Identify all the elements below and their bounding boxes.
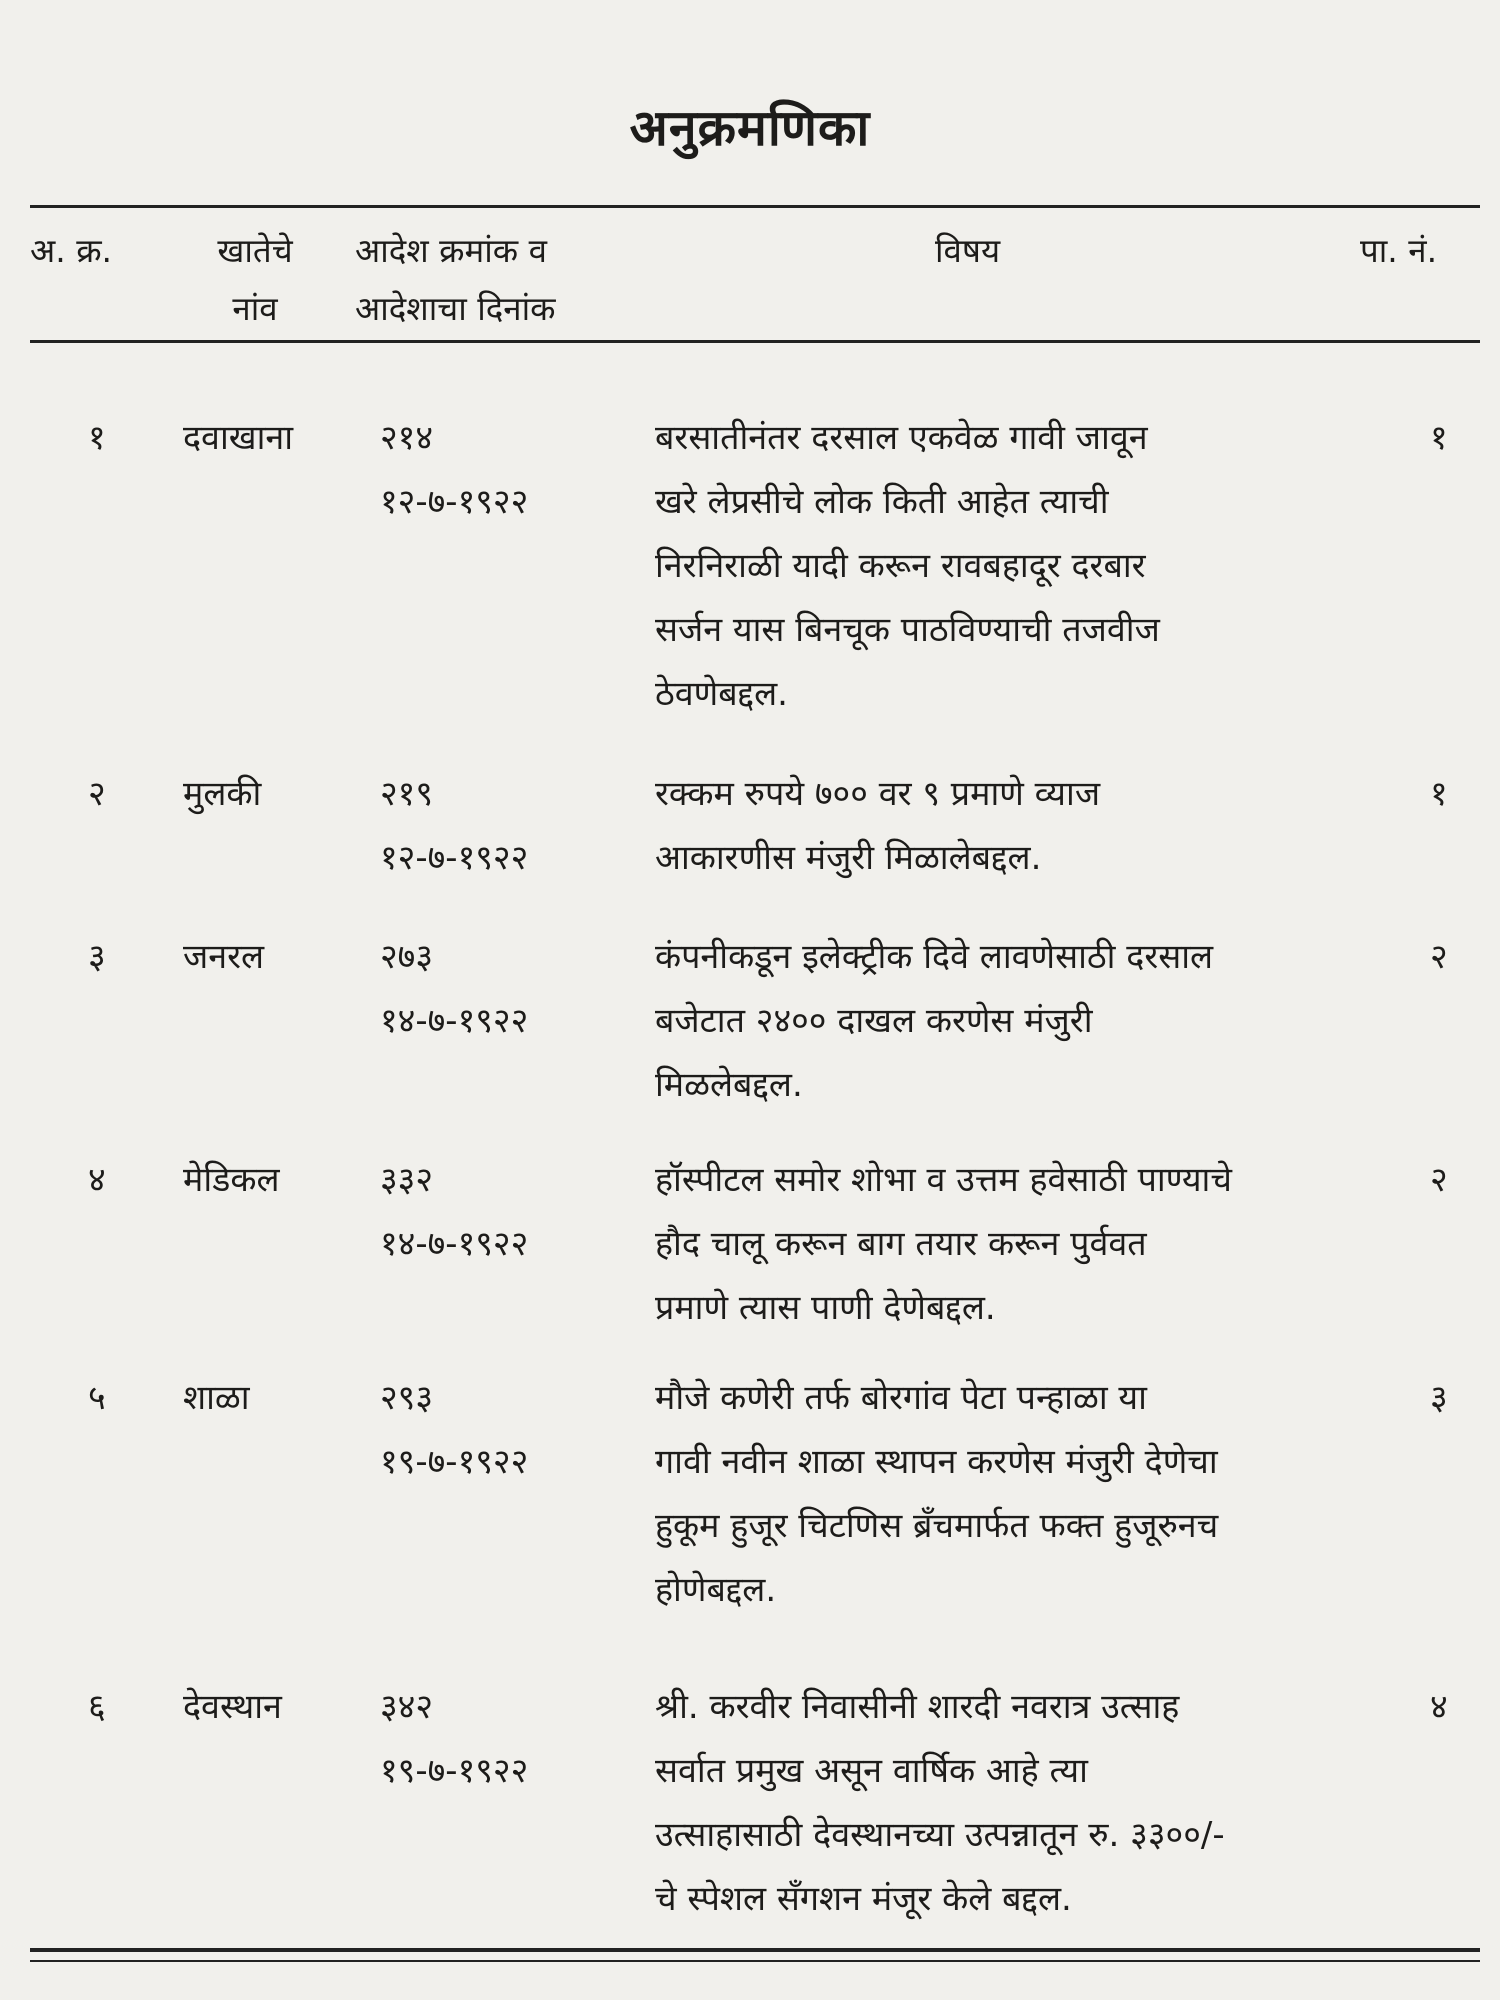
header-department-line1: खातेचे <box>217 231 293 270</box>
subject-line: होणेबद्दल. <box>655 1570 777 1610</box>
row-sr-no: ५ <box>88 1378 106 1418</box>
subject-line: चे स्पेशल सँगशन मंजूर केले बद्दल. <box>655 1879 1072 1919</box>
row-order-number: २१९ <box>380 774 434 814</box>
row-sr-no: ६ <box>88 1687 106 1727</box>
subject-line: आकारणीस मंजुरी मिळालेबद्दल. <box>655 838 1042 878</box>
row-order-date: १४-७-१९२२ <box>380 1224 529 1264</box>
row-page-no: १ <box>1430 418 1448 458</box>
row-page-no: ४ <box>1430 1687 1448 1727</box>
subject-line: मौजे कणेरी तर्फ बोरगांव पेटा पन्हाळा या <box>655 1378 1147 1418</box>
page-title: अनुक्रमणिका <box>629 99 871 157</box>
subject-line: कंपनीकडून इलेक्ट्रीक दिवे लावणेसाठी दरसाल <box>655 937 1214 977</box>
row-page-no: ३ <box>1430 1378 1448 1418</box>
subject-line: बरसातीनंतर दरसाल एकवेळ गावी जावून <box>655 418 1148 458</box>
row-department: जनरल <box>183 937 265 977</box>
row-order-number: २७३ <box>380 937 434 977</box>
subject-line: सर्जन यास बिनचूक पाठविण्याची तजवीज <box>655 610 1160 650</box>
subject-line: मिळलेबद्दल. <box>655 1065 803 1105</box>
row-page-no: १ <box>1430 774 1448 814</box>
subject-line: हॉस्पीटल समोर शोभा व उत्तम हवेसाठी पाण्याचे <box>655 1160 1232 1200</box>
row-order-date: १२-७-१९२२ <box>380 838 529 878</box>
row-department: शाळा <box>183 1378 250 1418</box>
subject-line: प्रमाणे त्यास पाणी देणेबद्दल. <box>655 1288 996 1328</box>
subject-line: उत्साहासाठी देवस्थानच्या उत्पन्नातून रु. ३३००/- <box>655 1815 1225 1855</box>
row-subject <box>655 1675 1340 1931</box>
row-order-date: १२-७-१९२२ <box>380 482 529 522</box>
row-subject <box>655 406 1340 726</box>
subject-line: सर्वात प्रमुख असून वार्षिक आहे त्या <box>655 1751 1088 1791</box>
header-department-line2: नांव <box>232 289 278 328</box>
row-department: देवस्थान <box>183 1687 282 1727</box>
row-subject <box>655 762 1340 890</box>
subject-line: रक्कम रुपये ७०० वर ९ प्रमाणे व्याज <box>655 774 1101 814</box>
row-order-date: १९-७-१९२२ <box>380 1751 529 1791</box>
row-department: दवाखाना <box>183 418 294 458</box>
header-page-no: पा. नं. <box>1360 231 1438 270</box>
footer-rule <box>30 1948 1480 1952</box>
row-sr-no: ४ <box>88 1160 106 1200</box>
subject-line: ठेवणेबद्दल. <box>655 674 788 714</box>
row-page-no: २ <box>1430 937 1448 977</box>
row-order-date: १४-७-१९२२ <box>380 1001 529 1041</box>
footer-rule-thin <box>30 1960 1480 1962</box>
header-order-line1: आदेश क्रमांक व <box>355 231 547 270</box>
row-order-number: २१४ <box>380 418 434 458</box>
subject-line: बजेटात २४०० दाखल करणेस मंजुरी <box>655 1001 1093 1041</box>
row-sr-no: २ <box>88 774 106 814</box>
row-order-number: ३३२ <box>380 1160 434 1200</box>
row-order-date: १९-७-१९२२ <box>380 1442 529 1482</box>
subject-line: गावी नवीन शाळा स्थापन करणेस मंजुरी देणेचा <box>655 1442 1218 1482</box>
row-order-number: २९३ <box>380 1378 434 1418</box>
header-sr-no: अ. क्र. <box>30 231 113 270</box>
header-top-rule <box>30 205 1480 208</box>
row-subject <box>655 925 1340 1117</box>
header-bottom-rule <box>30 340 1480 343</box>
subject-line: हौद चालू करून बाग तयार करून पुर्ववत <box>655 1224 1147 1264</box>
row-order-number: ३४२ <box>380 1687 434 1727</box>
subject-line: निरनिराळी यादी करून रावबहादूर दरबार <box>655 546 1146 586</box>
header-order-line2: आदेशाचा दिनांक <box>355 289 556 328</box>
row-subject <box>655 1366 1340 1622</box>
row-page-no: २ <box>1430 1160 1448 1200</box>
row-sr-no: १ <box>88 418 106 458</box>
row-sr-no: ३ <box>88 937 106 977</box>
header-subject: विषय <box>935 231 1001 270</box>
row-subject <box>655 1148 1340 1340</box>
subject-line: हुकूम हुजूर चिटणिस ब्रँचमार्फत फक्त हुजूरुनच <box>655 1506 1219 1546</box>
row-department: मुलकी <box>183 774 262 814</box>
subject-line: खरे लेप्रसीचे लोक किती आहेत त्याची <box>655 482 1109 522</box>
row-department: मेडिकल <box>183 1160 280 1200</box>
header-department <box>200 222 310 338</box>
header-order <box>355 222 556 338</box>
subject-line: श्री. करवीर निवासीनी शारदी नवरात्र उत्साह <box>655 1687 1180 1727</box>
